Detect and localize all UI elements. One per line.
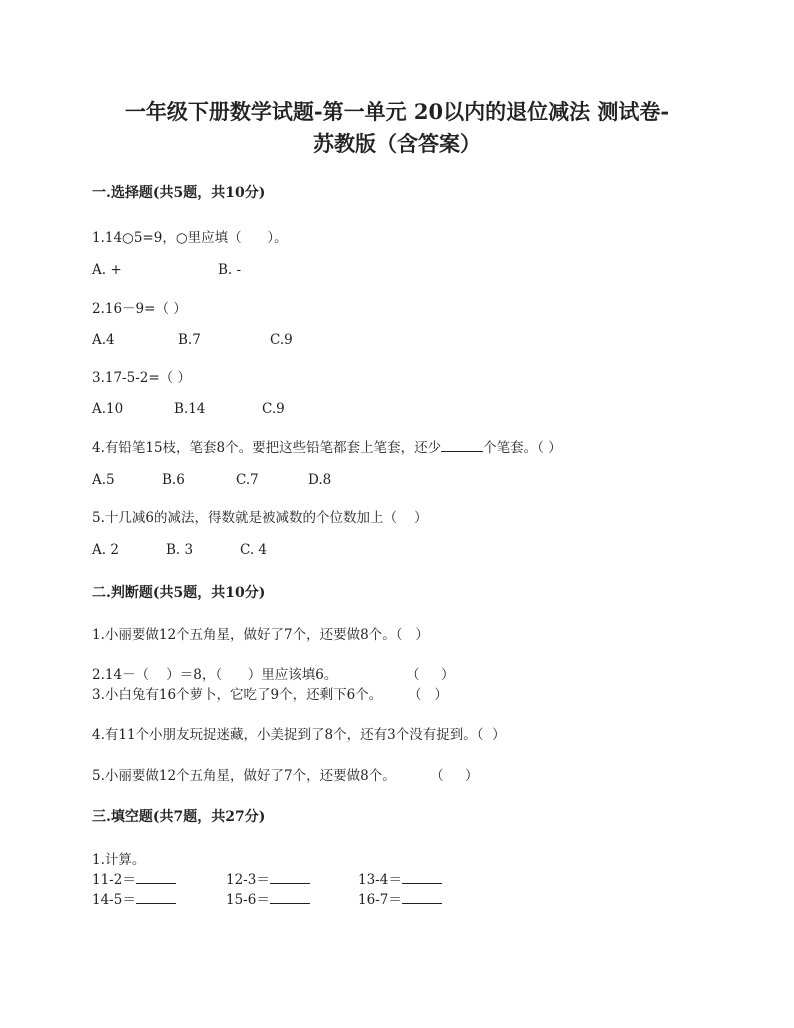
choice-q5-option-b: B. 3 xyxy=(166,542,194,558)
answer-blank[interactable] xyxy=(441,439,483,452)
answer-blank[interactable] xyxy=(270,871,310,884)
answer-blank[interactable] xyxy=(270,891,310,904)
judge-question-2: 2.14－（ ）＝8，（ ）里应该填6。 （ ） xyxy=(92,667,455,683)
choice-q3-option-a: A.10 xyxy=(92,401,124,417)
choice-q2-option-c: C.9 xyxy=(270,332,293,348)
calc-expression: 14-5＝ xyxy=(92,892,136,908)
calc-item xyxy=(358,868,442,888)
choice-q3-option-c: C.9 xyxy=(262,401,285,417)
calc-expression: 15-6＝ xyxy=(226,892,270,908)
judge-question-1: 1.小丽要做12个五角星，做好了7个，还要做8个。（ ） xyxy=(92,627,429,643)
choice-q4-text-after: 个笔套。（ ） xyxy=(483,440,562,456)
calc-item xyxy=(92,868,176,888)
choice-q4-option-a: A.5 xyxy=(92,472,115,488)
choice-q4-option-c: C.7 xyxy=(236,472,259,488)
choice-q4-option-d: D.8 xyxy=(308,472,332,488)
title-line-2: 苏教版（含答案） xyxy=(313,131,481,156)
title-line-1: 一年级下册数学试题-第一单元 20以内的退位减法 测试卷- xyxy=(124,99,670,124)
calc-item xyxy=(226,868,310,888)
calc-expression: 12-3＝ xyxy=(226,872,270,888)
choice-q3-option-b: B.14 xyxy=(174,401,206,417)
calc-expression: 11-2＝ xyxy=(92,872,136,888)
choice-question-4 xyxy=(92,436,562,456)
calc-item xyxy=(358,888,442,908)
section-heading-fill: 三.填空题(共7题，共27分) xyxy=(92,809,266,825)
answer-blank[interactable] xyxy=(402,891,442,904)
section-heading-choice: 一.选择题(共5题，共10分) xyxy=(92,185,266,201)
choice-question-3: 3.17-5-2=（ ） xyxy=(92,370,191,386)
choice-question-5: 5.十几减6的减法，得数就是被减数的个位数加上（ ） xyxy=(92,510,428,526)
choice-q5-option-a: A. 2 xyxy=(92,542,119,558)
choice-q1-option-b: B. - xyxy=(218,262,242,278)
calc-item xyxy=(226,888,310,908)
choice-q1-option-a: A. + xyxy=(92,262,122,278)
judge-question-4: 4.有11个小朋友玩捉迷藏，小美捉到了8个，还有3个没有捉到。（ ） xyxy=(92,727,506,743)
calc-expression: 16-7＝ xyxy=(358,892,402,908)
judge-question-3: 3.小白兔有16个萝卜，它吃了9个，还剩下6个。 （ ） xyxy=(92,687,448,703)
section-heading-judge: 二.判断题(共5题，共10分) xyxy=(92,585,266,601)
judge-question-5: 5.小丽要做12个五角星，做好了7个，还要做8个。 （ ） xyxy=(92,768,479,784)
fill-question-1: 1.计算。 xyxy=(92,852,146,868)
calc-item xyxy=(92,888,176,908)
choice-q2-option-b: B.7 xyxy=(178,332,201,348)
choice-question-2: 2.16－9=（ ） xyxy=(92,301,187,317)
document-title xyxy=(0,96,794,160)
choice-q2-option-a: A.4 xyxy=(92,332,115,348)
answer-blank[interactable] xyxy=(136,891,176,904)
choice-q4-text-before: 4.有铅笔15枝，笔套8个。要把这些铅笔都套上笔套，还少 xyxy=(92,440,442,456)
choice-q5-option-c: C. 4 xyxy=(240,542,268,558)
choice-question-1: 1.14○5=9，○里应填（ ）。 xyxy=(92,230,288,246)
answer-blank[interactable] xyxy=(136,871,176,884)
choice-q4-option-b: B.6 xyxy=(162,472,185,488)
calc-expression: 13-4＝ xyxy=(358,872,402,888)
answer-blank[interactable] xyxy=(402,871,442,884)
